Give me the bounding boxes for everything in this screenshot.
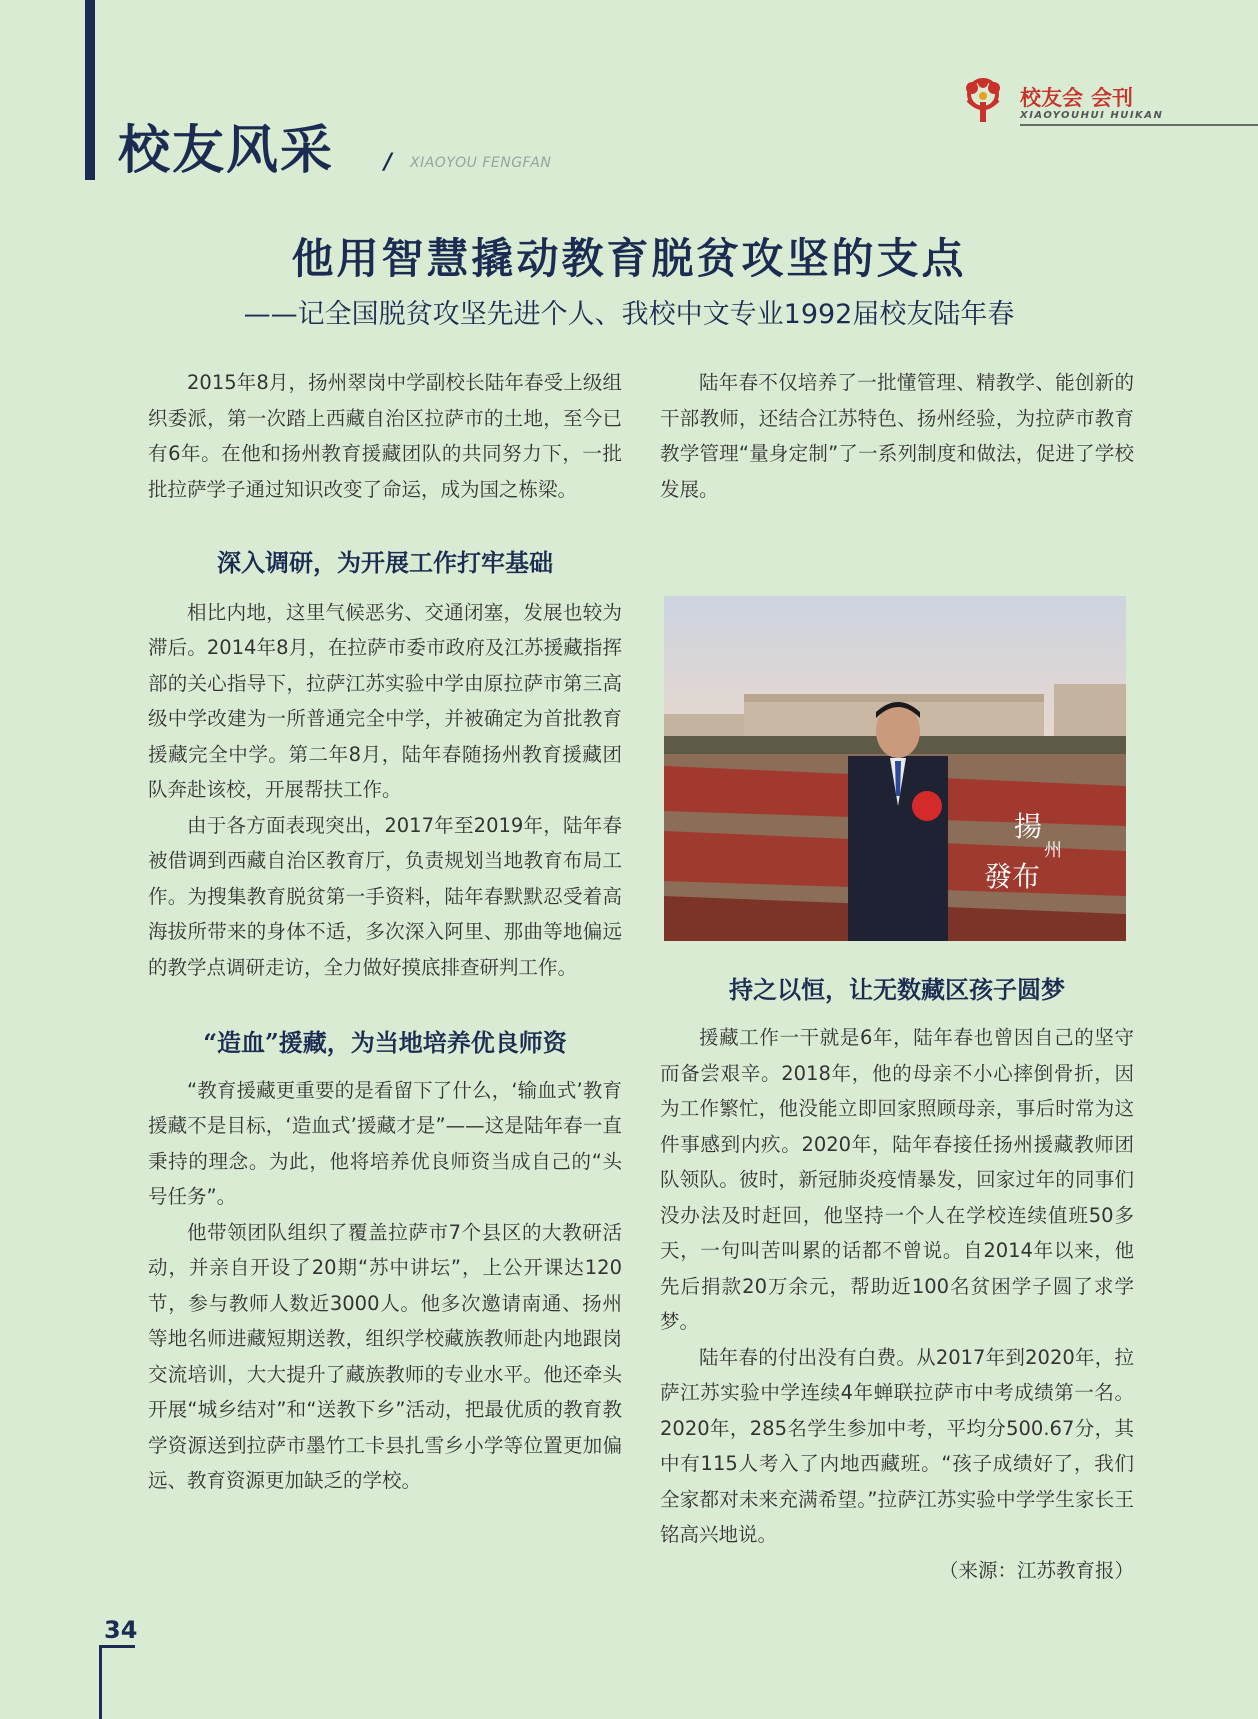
paragraph-4: 他带领团队组织了覆盖拉萨市7个县区的大教研活动，并亲自开设了20期“苏中讲坛”，上公开课达120节，参与教师人数近3000人。他多次邀请南通、扬州等地名师进藏短期送教，组织学校藏族教师赴内地跟岗交流培训，大大提升了藏族教师的专业水平。他还牵头开展“城乡结对”和“送教下乡”活动，把最优质的教育教学资源送到拉萨市墨竹工卡县扎雪乡小学等位置更加偏远、教育资源更加缺乏的学校。: [148, 1220, 622, 1492]
brand-name-part-2: 会刊: [1091, 86, 1133, 110]
section-pinyin: XIAOYOU FENGFAN: [410, 155, 552, 171]
watermark-char-2: 州: [1044, 840, 1062, 861]
paragraph-intro: 2015年8月，扬州翠岗中学副校长陆年春受上级组织委派，第一次踏上西藏自治区拉萨市的土地，至今已有6年。在他和扬州教育援藏团队的共同努力下，一批批拉萨学子通过知识改变了命运，成为国之栋梁。: [148, 371, 622, 501]
article-subtitle: ——记全国脱贫攻坚先进个人、我校中文专业1992届校友陆年春: [243, 299, 1015, 330]
watermark-char-3: 發布: [984, 860, 1041, 893]
alumni-association-logo-icon: [958, 76, 1008, 124]
right-column-top: [660, 365, 1134, 507]
section-accent-bar: [85, 0, 95, 180]
brand-name: [1020, 82, 1133, 112]
header-rule: [1020, 124, 1258, 126]
page-number: 34: [104, 1616, 138, 1644]
right-column-bottom: [660, 1020, 1134, 1588]
section-slash: /: [384, 150, 393, 175]
brand-pinyin: XIAOYOUHUI HUIKAN: [1020, 110, 1164, 121]
paragraph-3: “教育援藏更重要的是看留下了什么，‘输血式’教育援藏不是目标，‘造血式’援藏才是”——这是陆年春一直秉持的理念。为此，他将培养优良师资当成自己的“头号任务”。: [148, 1078, 622, 1208]
watermark-char-1: 揚: [1014, 810, 1043, 843]
page-number-bar: [99, 1645, 102, 1719]
article-title: 他用智慧撬动教育脱贫攻坚的支点: [291, 234, 967, 283]
article-photo: [664, 596, 1126, 941]
paragraph-6: 援藏工作一干就是6年，陆年春也曾因自己的坚守而备尝艰辛。2018年，他的母亲不小心摔倒骨折，因为工作繁忙，他没能立即回家照顾母亲，事后时常为这件事感到内疚。2020年，陆年春接任扬州援藏教师团队领队。彼时，新冠肺炎疫情暴发，回家过年的同事们没办法及时赶回，他坚持一个人在学校连续值班50多天，一句叫苦叫累的话都不曾说。自2014年以来，他先后捐款20万余元，帮助近100名贫困学子圆了求学梦。: [660, 1026, 1134, 1333]
paragraph-1: 相比内地，这里气候恶劣、交通闭塞，发展也较为滞后。2014年8月，在拉萨市委市政府及江苏援藏指挥部的关心指导下，拉萨江苏实验中学由原拉萨市第三高级中学改建为一所普通完全中学，并被确定为首批教育援藏完全中学。第二年8月，陆年春随扬州教育援藏团队奔赴该校，开展帮扶工作。: [148, 600, 622, 801]
left-column: [148, 365, 622, 1499]
article-source: （来源：江苏教育报）: [938, 1558, 1134, 1582]
paragraph-7: 陆年春的付出没有白费。从2017年到2020年，拉萨江苏实验中学连续4年蝉联拉萨市中考成绩第一名。2020年，285名学生参加中考，平均分500.67分，其中有115人考入了内地西藏班。“孩子成绩好了，我们全家都对未来充满希望。”拉萨江苏实验中学学生家长王铭高兴地说。: [660, 1345, 1134, 1546]
page-number-cap: [99, 1645, 135, 1648]
subheading-persistence: 持之以恒，让无数藏区孩子圆梦: [729, 975, 1065, 1004]
paragraph-5: 陆年春不仅培养了一批懂管理、精教学、能创新的干部教师，还结合江苏特色、扬州经验，为拉萨市教育教学管理“量身定制”了一系列制度和做法，促进了学校发展。: [660, 371, 1134, 501]
paragraph-2: 由于各方面表现突出，2017年至2019年，陆年春被借调到西藏自治区教育厅，负责规划当地教育布局工作。为搜集教育脱贫第一手资料，陆年春默默忍受着高海拔所带来的身体不适，多次深入阿里、那曲等地偏远的教学点调研走访，全力做好摸底排查研判工作。: [148, 813, 622, 979]
photo-illustration: [664, 596, 1126, 941]
subheading-blood-making: “造血”援藏，为当地培养优良师资: [203, 1028, 567, 1057]
subheading-research: 深入调研，为开展工作打牢基础: [217, 548, 553, 577]
right-column-subheading: [660, 972, 1134, 1008]
brand-name-part-1: 校友会: [1020, 86, 1083, 110]
section-title: 校友风采: [118, 121, 335, 181]
